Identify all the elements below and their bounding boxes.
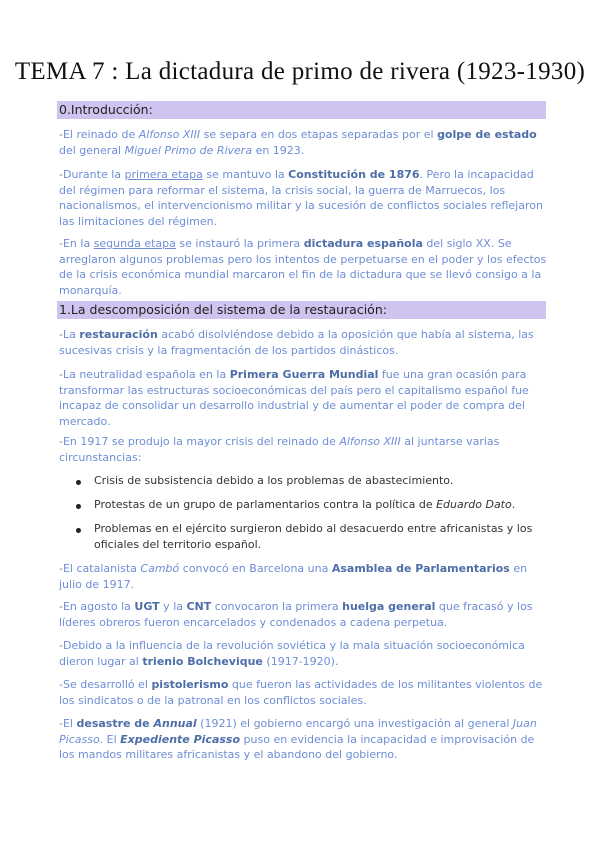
- text-run: -El reinado de: [59, 128, 139, 141]
- text-run: huelga general: [342, 600, 436, 613]
- text-run: Cambó: [140, 562, 180, 575]
- text-run: y la: [159, 600, 187, 613]
- paragraph: [59, 167, 549, 229]
- paragraph: [59, 236, 549, 298]
- text-run: que fueron las actividades de los militantes violentos de los sindicatos o de la patronal en los conflictos sociales.: [59, 678, 543, 707]
- text-run: fue una gran ocasión para transformar las estructuras socioeconómicas del país pero el capitalismo español fue incapaz de consolidar un desarrollo industrial y de aumentar el poder de compra del mercado.: [59, 368, 529, 428]
- bullet-dot: [76, 528, 81, 533]
- text-run: -Debido a la influencia de la revolución soviética y la mala situación socioeconómica dieron lugar al: [59, 639, 525, 668]
- paragraph: [59, 434, 549, 465]
- text-run: (1921) el gobierno encargó una investigación al general: [196, 717, 513, 730]
- bullet-dot: [76, 504, 81, 509]
- text-run: del general: [59, 143, 125, 157]
- list-item: [94, 521, 544, 552]
- paragraph: [59, 677, 549, 708]
- text-run: -En agosto la: [59, 600, 135, 613]
- text-run: puso en evidencia la incapacidad e improvisación de los mandos militares africanistas y el abandono del gobierno.: [59, 732, 535, 761]
- paragraph: [59, 561, 549, 592]
- text-run: Juan Picasso: [59, 717, 537, 746]
- text-run: -En 1917 se produjo la mayor crisis del reinado de: [59, 435, 340, 448]
- text-run: .: [511, 498, 516, 511]
- text-run: -La: [59, 328, 80, 341]
- text-run: Crisis de subsistencia debido a los problemas de abastecimiento.: [94, 474, 454, 487]
- text-run: UGT: [134, 600, 160, 613]
- text-run: se separa en dos etapas separadas por el: [200, 128, 438, 141]
- text-run: que fracasó y los líderes obreros fueron encarcelados y condenados a cadena perpetua.: [59, 600, 533, 629]
- paragraph: [59, 127, 549, 158]
- list-item: [94, 473, 544, 489]
- text-run: (1917-1920).: [262, 654, 339, 668]
- text-run: trienio Bolchevique: [142, 654, 263, 668]
- text-run: golpe de estado: [437, 128, 537, 141]
- text-run: Annual: [153, 717, 197, 730]
- text-run: acabó disolviéndose debido a la oposición que había al sistema, las sucesivas crisis y la fragmentación de los partidos dinásticos.: [59, 328, 534, 357]
- text-run: Constitución de 1876: [288, 168, 420, 181]
- text-run: Eduardo Dato: [436, 498, 512, 511]
- text-run: . El: [99, 732, 121, 746]
- text-run: en julio de 1917.: [59, 562, 528, 591]
- text-run: -El catalanista: [59, 562, 141, 575]
- text-run: del siglo XX. Se arreglaron algunos problemas pero los intentos de perpetuarse en el poder y los efectos de la crisis económica mundial marcaron el fin de la dictadura que se llevó consigo a la monarquía.: [59, 237, 547, 297]
- text-run: CNT: [186, 600, 212, 613]
- text-run: -Durante la: [59, 168, 125, 181]
- bullet-dot: [76, 480, 81, 485]
- text-run: Alfonso XIII: [339, 435, 401, 448]
- text-run: Expediente Picasso: [120, 732, 241, 746]
- text-run: segunda etapa: [93, 237, 176, 250]
- paragraph: [59, 599, 549, 630]
- text-run: Protestas de un grupo de parlamentarios contra la política de: [94, 498, 437, 511]
- text-run: -En la: [59, 237, 94, 250]
- text-run: Alfonso XIII: [138, 128, 201, 141]
- text-run: -Se desarrolló el: [59, 678, 152, 691]
- text-run: se mantuvo la: [202, 168, 289, 181]
- text-run: restauración: [79, 328, 158, 341]
- text-run: Miguel Primo de Rivera: [124, 143, 253, 157]
- paragraph: [59, 367, 549, 429]
- text-run: Primera Guerra Mundial: [229, 368, 379, 381]
- section-heading-introduccion: 0.Introducción:: [57, 101, 546, 119]
- text-run: desastre de: [76, 717, 154, 730]
- paragraph: [59, 327, 549, 358]
- text-run: pistolerismo: [151, 678, 229, 691]
- paragraph: [59, 638, 549, 669]
- text-run: al juntarse varias circunstancias:: [59, 435, 500, 464]
- text-run: dictadura española: [303, 237, 423, 250]
- page-title: TEMA 7 : La dictadura de primo de rivera (1923-1930): [14, 58, 586, 85]
- list-item: [94, 497, 544, 513]
- paragraph: [59, 716, 549, 763]
- text-run: convocó en Barcelona una: [179, 562, 332, 575]
- text-run: Asamblea de Parlamentarios: [331, 562, 510, 575]
- text-run: primera etapa: [124, 168, 203, 181]
- text-run: -La neutralidad española en la: [59, 368, 230, 381]
- text-run: convocaron la primera: [211, 600, 343, 613]
- text-run: Problemas en el ejército surgieron debido al desacuerdo entre africanistas y los oficiales del territorio español.: [94, 522, 533, 551]
- text-run: en 1923.: [252, 143, 305, 157]
- text-run: . Pero la incapacidad del régimen para reformar el sistema, la crisis social, la guerra de Marruecos, los nacionalismos, el intervencionismo militar y la sucesión de conflictos sociales reflejaron las limitaciones del régimen.: [59, 168, 543, 228]
- text-run: se instauró la primera: [175, 237, 304, 250]
- section-heading-descomposicion: 1.La descomposición del sistema de la restauración:: [57, 301, 546, 319]
- text-run: -El: [59, 717, 77, 730]
